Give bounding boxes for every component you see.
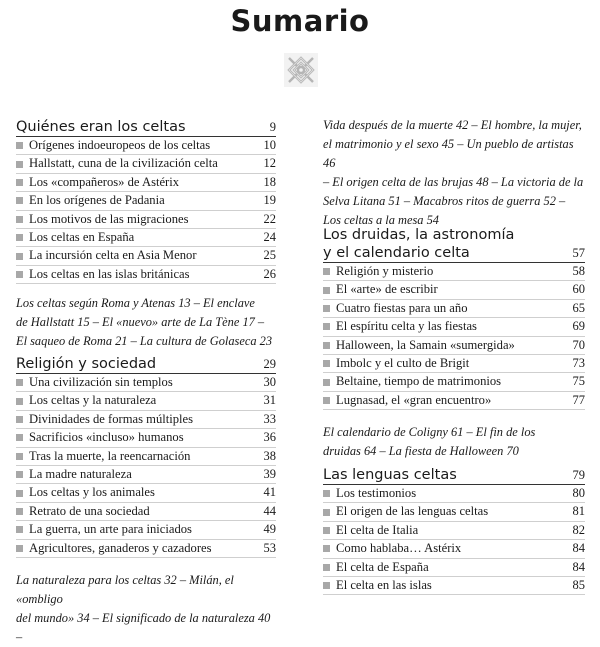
section-heading-label: Religión y sociedad <box>16 356 157 372</box>
toc-entry-label: Hallstatt, cuna de la civilización celta <box>29 156 218 171</box>
toc-entry-label: Halloween, la Samain «sumergida» <box>336 337 515 352</box>
square-bullet-icon <box>16 197 23 204</box>
toc-entry-page: 18 <box>263 174 276 189</box>
section-heading-label: Las lenguas celtas <box>323 467 457 483</box>
square-bullet-icon <box>16 161 23 168</box>
toc-entry-label: Imbolc y el culto de Brigit <box>336 355 470 370</box>
toc-entry-page: 85 <box>572 577 585 592</box>
square-bullet-icon <box>323 268 330 275</box>
toc-entry[interactable] <box>16 521 276 539</box>
toc-entry-page: 49 <box>263 522 276 537</box>
square-bullet-icon <box>323 545 330 552</box>
toc-entry[interactable] <box>323 263 585 281</box>
note-line: druidas 64 – La fiesta de Halloween 70 <box>323 444 519 459</box>
toc-entry[interactable] <box>16 411 276 429</box>
toc-entry[interactable] <box>16 266 276 284</box>
toc-entry-label: Religión y misterio <box>336 264 434 278</box>
toc-entry-label: El celta en las islas <box>336 577 432 592</box>
toc-entry[interactable] <box>323 373 585 391</box>
toc-entry-label: Lugnasad, el «gran encuentro» <box>336 392 492 407</box>
note-line: el matrimonio y el sexo 45 – Un pueblo de artistas 46 <box>323 137 574 170</box>
toc-entry-page: 44 <box>263 503 276 518</box>
toc-entry[interactable] <box>16 429 276 447</box>
toc-entry[interactable] <box>16 229 276 247</box>
toc-entry-label: Los motivos de las migraciones <box>29 211 189 226</box>
toc-entry-page: 84 <box>572 559 585 574</box>
toc-entry[interactable] <box>323 559 585 577</box>
toc-entry-page: 10 <box>263 138 276 152</box>
square-bullet-icon <box>16 545 23 552</box>
section-heading-page: 57 <box>572 246 585 260</box>
toc-entry-label: El celta de España <box>336 559 429 574</box>
square-bullet-icon <box>323 342 330 349</box>
toc-entry-page: 82 <box>572 522 585 537</box>
toc-entry-page: 38 <box>263 448 276 463</box>
toc-entry[interactable] <box>16 137 276 155</box>
toc-entry[interactable] <box>323 300 585 318</box>
toc-entry-label: Los celtas en las islas británicas <box>29 266 190 281</box>
square-bullet-icon <box>16 434 23 441</box>
section-heading-label: Quiénes eran los celtas <box>16 119 186 135</box>
toc-list <box>323 263 585 410</box>
toc-entry-page: 19 <box>263 193 276 208</box>
toc-entry-page: 41 <box>263 485 276 500</box>
note-line: de Hallstatt 15 – El «nuevo» arte de La Tène 17 – <box>16 315 265 330</box>
square-bullet-icon <box>16 234 23 241</box>
toc-entry-page: 30 <box>263 375 276 389</box>
note-line: El saqueo de Roma 21 – La cultura de Golaseca 23 <box>16 334 273 349</box>
toc-entry-page: 81 <box>572 504 585 519</box>
toc-entry-page: 26 <box>263 266 276 281</box>
toc-entry-page: 69 <box>572 319 585 334</box>
toc-entry-page: 25 <box>263 248 276 263</box>
toc-entry-page: 77 <box>572 392 585 407</box>
toc-entry-label: El «arte» de escribir <box>336 282 438 297</box>
note-line: Los celtas según Roma y Atenas 13 – El enclave <box>16 296 255 311</box>
subtopics-note <box>16 571 276 647</box>
toc-list <box>16 137 276 284</box>
square-bullet-icon <box>323 360 330 367</box>
square-bullet-icon <box>16 453 23 460</box>
square-bullet-icon <box>16 526 23 533</box>
section-heading-page: 29 <box>263 357 276 371</box>
toc-entry-label: Agricultores, ganaderos y cazadores <box>29 540 212 555</box>
toc-entry[interactable] <box>16 484 276 502</box>
toc-entry[interactable] <box>16 211 276 229</box>
toc-entry[interactable] <box>323 318 585 336</box>
subtopics-note <box>16 294 276 351</box>
toc-entry-label: La madre naturaleza <box>29 466 132 481</box>
toc-entry[interactable] <box>16 448 276 466</box>
section-heading-page: 79 <box>572 468 585 482</box>
note-line: La naturaleza para los celtas 32 – Milán, el «ombligo <box>16 572 234 606</box>
square-bullet-icon <box>16 508 23 515</box>
toc-entry-label: Cuatro fiestas para un año <box>336 300 468 315</box>
toc-entry-page: 33 <box>263 411 276 426</box>
toc-entry-label: La incursión celta en Asia Menor <box>29 248 197 263</box>
toc-entry[interactable] <box>323 540 585 558</box>
toc-entry-label: Beltaine, tiempo de matrimonios <box>336 374 502 389</box>
toc-entry-page: 65 <box>572 300 585 315</box>
square-bullet-icon <box>16 490 23 497</box>
square-bullet-icon <box>16 216 23 223</box>
square-bullet-icon <box>16 379 23 386</box>
section-heading-label-line1: Los druidas, la astronomía <box>323 227 515 243</box>
toc-entry-page: 73 <box>572 355 585 370</box>
continuation-note-block <box>323 116 585 230</box>
toc-entry-label: Los celtas y la naturaleza <box>29 393 157 408</box>
toc-entry-label: El celta de Italia <box>336 522 419 537</box>
toc-entry[interactable] <box>16 466 276 484</box>
toc-entry-label: Sacrificios «incluso» humanos <box>29 430 184 445</box>
section-religion-y-sociedad <box>16 355 276 647</box>
note-line: Selva Litana 51 – Macabros ritos de guerra 52 – <box>323 194 566 208</box>
square-bullet-icon <box>323 305 330 312</box>
section-heading[interactable] <box>16 118 276 137</box>
subtopics-note <box>323 116 585 230</box>
note-line: El calendario de Coligny 61 – El fin de los <box>323 425 536 440</box>
toc-entry-page: 12 <box>263 156 276 171</box>
section-heading[interactable] <box>323 466 585 485</box>
toc-entry[interactable] <box>16 392 276 410</box>
toc-entry-page: 70 <box>572 337 585 352</box>
toc-entry[interactable] <box>16 155 276 173</box>
toc-entry-label: Como hablaba… Astérix <box>336 541 462 556</box>
toc-list <box>323 485 585 595</box>
toc-entry-label: Los celtas y los animales <box>29 485 155 500</box>
celtic-knot-icon <box>283 52 319 88</box>
toc-entry[interactable] <box>323 355 585 373</box>
section-las-lenguas-celtas <box>323 466 585 595</box>
toc-entry-label: La guerra, un arte para iniciados <box>29 522 192 537</box>
section-heading[interactable] <box>16 355 276 374</box>
toc-entry-label: El espíritu celta y las fiestas <box>336 319 477 334</box>
toc-entry-label: En los orígenes de Padania <box>29 193 165 208</box>
toc-entry-label: Divinidades de formas múltiples <box>29 411 194 426</box>
toc-entry-label: Tras la muerte, la reencarnación <box>29 448 191 463</box>
toc-entry[interactable] <box>323 485 585 503</box>
toc-entry-page: 36 <box>263 430 276 445</box>
note-line: Los celtas a la mesa 54 <box>323 213 439 227</box>
toc-entry[interactable] <box>16 503 276 521</box>
toc-entry-label: Los «compañeros» de Astérix <box>29 174 180 189</box>
toc-entry-label: Los celtas en España <box>29 229 135 244</box>
toc-entry-label: El origen de las lenguas celtas <box>336 504 489 519</box>
toc-entry[interactable] <box>16 174 276 192</box>
toc-entry-label: Retrato de una sociedad <box>29 503 150 518</box>
toc-entry[interactable] <box>323 503 585 521</box>
square-bullet-icon <box>323 564 330 571</box>
toc-entry-page: 58 <box>572 264 585 278</box>
toc-entry-page: 60 <box>572 282 585 297</box>
toc-entry-page: 75 <box>572 374 585 389</box>
note-line: Vida después de la muerte 42 – El hombre, la mujer, <box>323 118 582 132</box>
toc-entry-label: Los testimonios <box>336 486 417 500</box>
square-bullet-icon <box>16 416 23 423</box>
toc-entry-label: Una civilización sin templos <box>29 375 173 389</box>
toc-entry-page: 53 <box>263 540 276 555</box>
section-heading[interactable] <box>323 226 585 263</box>
toc-entry-page: 80 <box>572 486 585 500</box>
square-bullet-icon <box>323 490 330 497</box>
toc-entry[interactable] <box>16 192 276 210</box>
section-druidas-astronomia-calendario <box>323 226 585 461</box>
square-bullet-icon <box>323 287 330 294</box>
note-line: del mundo» 34 – El significado de la naturaleza 40 – <box>16 610 271 644</box>
square-bullet-icon <box>323 397 330 404</box>
toc-entry-page: 39 <box>263 466 276 481</box>
square-bullet-icon <box>323 527 330 534</box>
toc-entry[interactable] <box>323 522 585 540</box>
toc-entry[interactable] <box>16 540 276 558</box>
square-bullet-icon <box>323 509 330 516</box>
page-title: Sumario <box>230 4 370 38</box>
section-heading-label-line2: y el calendario celta <box>323 245 470 261</box>
section-quienes-eran-los-celtas <box>16 118 276 351</box>
section-heading-page: 9 <box>269 120 276 134</box>
subtopics-note <box>323 423 585 461</box>
note-line: – El origen celta de las brujas 48 – La victoria de la <box>323 175 584 189</box>
toc-entry-page: 84 <box>572 541 585 556</box>
square-bullet-icon <box>16 179 23 186</box>
toc-entry[interactable] <box>323 281 585 299</box>
toc-entry[interactable] <box>16 247 276 265</box>
square-bullet-icon <box>16 471 23 478</box>
square-bullet-icon <box>323 582 330 589</box>
square-bullet-icon <box>16 253 23 260</box>
square-bullet-icon <box>323 379 330 386</box>
square-bullet-icon <box>16 271 23 278</box>
toc-entry-page: 22 <box>263 211 276 226</box>
square-bullet-icon <box>16 398 23 405</box>
toc-entry[interactable] <box>323 392 585 410</box>
toc-entry[interactable] <box>16 374 276 392</box>
toc-entry-page: 24 <box>263 229 276 244</box>
toc-entry-label: Orígenes indoeuropeos de los celtas <box>29 138 211 152</box>
toc-entry[interactable] <box>323 337 585 355</box>
square-bullet-icon <box>16 142 23 149</box>
square-bullet-icon <box>323 323 330 330</box>
toc-list <box>16 374 276 558</box>
toc-entry-page: 31 <box>263 393 276 408</box>
